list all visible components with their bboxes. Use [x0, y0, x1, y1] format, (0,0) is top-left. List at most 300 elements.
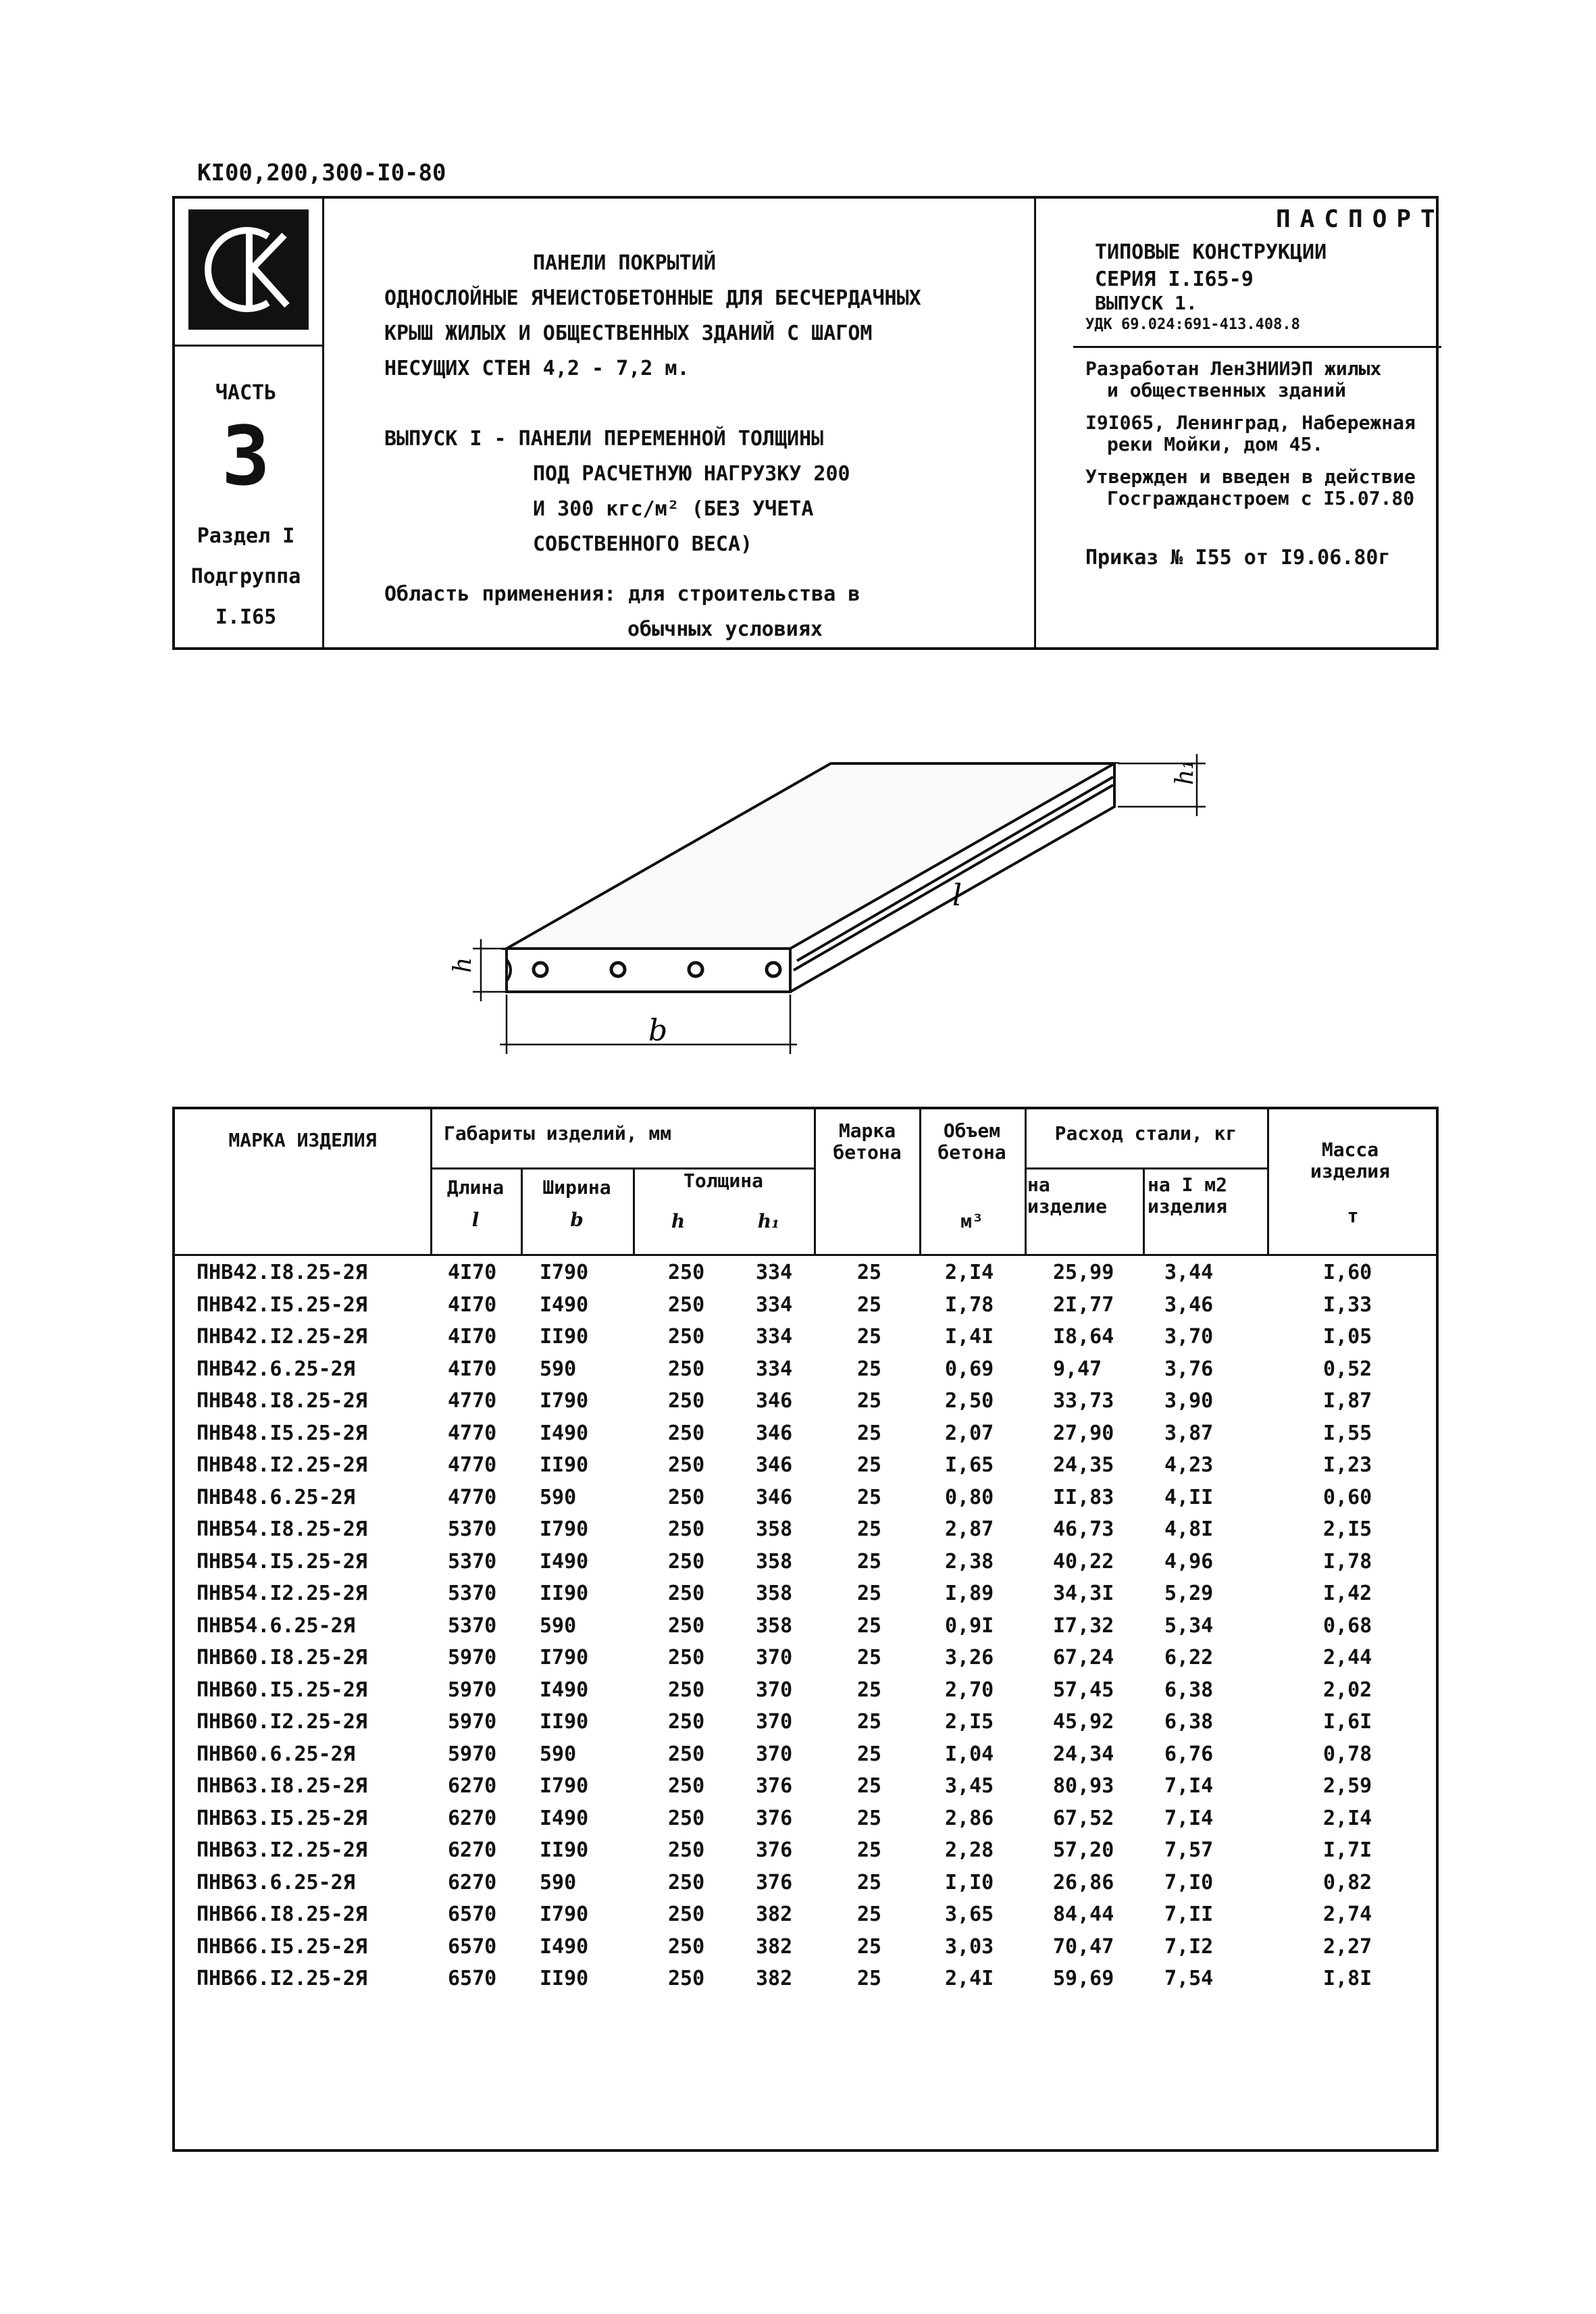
- table-cell: 25,99: [1053, 1261, 1114, 1284]
- table-cell: 25: [857, 1261, 882, 1284]
- table-cell: 2,07: [945, 1421, 994, 1445]
- issue-line: ПОД РАСЧЕТНУЮ НАГРУЗКУ 200: [533, 462, 850, 486]
- table-row: [175, 1610, 1436, 1642]
- table-cell: ПНВ63.I8.25-2Я: [197, 1774, 367, 1798]
- table-cell: 250: [668, 1549, 705, 1574]
- header-concrete: Марка бетона: [833, 1120, 902, 1163]
- passport-title: ПАСПОРТ: [1276, 205, 1445, 233]
- table-cell: 25: [857, 1678, 882, 1702]
- table-cell: 346: [756, 1453, 793, 1477]
- table-cell: 5970: [448, 1742, 497, 1766]
- table-cell: ПНВ60.I8.25-2Я: [197, 1646, 367, 1669]
- table-cell: 6,76: [1164, 1742, 1214, 1766]
- table-cell: 4I70: [448, 1261, 497, 1284]
- table-cell: 2,74: [1323, 1903, 1372, 1926]
- table-cell: 6270: [448, 1838, 497, 1862]
- table-cell: 26,86: [1053, 1870, 1114, 1894]
- header-length-sym: l: [471, 1209, 480, 1231]
- table-cell: I790: [540, 1903, 589, 1926]
- table-cell: 6,22: [1164, 1646, 1214, 1669]
- table-cell: 7,54: [1164, 1967, 1214, 1990]
- table-cell: ПНВ63.I5.25-2Я: [197, 1806, 367, 1830]
- table-row: [175, 1257, 1436, 1289]
- table-cell: 376: [756, 1774, 793, 1798]
- table-cell: 25: [857, 1870, 882, 1894]
- table-cell: 7,I4: [1164, 1774, 1214, 1798]
- table-cell: 2,02: [1323, 1678, 1372, 1702]
- table-cell: 334: [756, 1261, 793, 1284]
- table-cell: 7,I0: [1164, 1870, 1214, 1894]
- header-steel: Расход стали, кг: [1054, 1122, 1237, 1145]
- title-line: НЕСУЩИХ СТЕН 4,2 - 7,2 м.: [384, 357, 690, 380]
- table-cell: 27,90: [1053, 1421, 1114, 1445]
- header-width-sym: b: [570, 1209, 584, 1231]
- table-cell: 2,28: [945, 1838, 994, 1862]
- label-width: b: [648, 1013, 668, 1048]
- table-cell: I490: [540, 1934, 589, 1959]
- table-cell: 67,24: [1053, 1646, 1114, 1669]
- header-length: Длина: [446, 1176, 505, 1199]
- issue-line: И 300 кгс/м² (БЕЗ УЧЕТА: [533, 497, 814, 521]
- table-cell: 0,78: [1323, 1742, 1372, 1766]
- table-cell: 4I70: [448, 1325, 497, 1349]
- table-cell: 250: [668, 1838, 705, 1862]
- table-cell: 7,57: [1164, 1838, 1214, 1862]
- passport-line: СЕРИЯ I.I65-9: [1095, 268, 1254, 291]
- table-cell: I790: [540, 1389, 589, 1413]
- table-cell: I7,32: [1053, 1613, 1114, 1638]
- developer-line: и общественных зданий: [1107, 379, 1347, 401]
- table-row: [175, 1770, 1436, 1803]
- table-cell: 382: [756, 1934, 793, 1959]
- passport-line: ТИПОВЫЕ КОНСТРУКЦИИ: [1095, 241, 1327, 264]
- table-cell: 250: [668, 1517, 705, 1541]
- table-cell: 24,35: [1053, 1453, 1114, 1477]
- table-cell: I,33: [1323, 1292, 1372, 1317]
- table-cell: 4,II: [1164, 1485, 1214, 1509]
- part-label: ЧАСТЬ: [215, 381, 277, 405]
- table-cell: 25: [857, 1806, 882, 1830]
- table-cell: 0,68: [1323, 1613, 1372, 1638]
- table-cell: 2,27: [1323, 1934, 1372, 1959]
- developer-line: Разработан ЛенЗНИИЭП жилых: [1085, 357, 1382, 380]
- table-cell: 70,47: [1053, 1934, 1114, 1959]
- table-cell: 25: [857, 1934, 882, 1959]
- header-thickness: Толщина: [683, 1169, 763, 1192]
- table-cell: ПНВ66.I8.25-2Я: [197, 1903, 367, 1926]
- table-cell: ПНВ42.6.25-2Я: [197, 1357, 355, 1381]
- table-cell: 4770: [448, 1421, 497, 1445]
- document-code: КI00,200,300-I0-80: [197, 159, 446, 186]
- table-cell: 2,I5: [1323, 1517, 1372, 1541]
- scope-block: [384, 577, 1188, 647]
- table-cell: 25: [857, 1710, 882, 1734]
- table-cell: 2,87: [945, 1517, 994, 1541]
- table-cell: 5970: [448, 1710, 497, 1734]
- table-cell: 250: [668, 1967, 705, 1990]
- table-row: [175, 1289, 1436, 1322]
- table-cell: 6,38: [1164, 1678, 1214, 1702]
- table-cell: 382: [756, 1967, 793, 1990]
- table-cell: 250: [668, 1357, 705, 1381]
- table-cell: 370: [756, 1646, 793, 1669]
- table-cell: 250: [668, 1710, 705, 1734]
- scope-line: обычных условиях: [627, 618, 823, 641]
- table-cell: 25: [857, 1582, 882, 1605]
- panel-drawing: [405, 743, 1216, 1081]
- table-cell: 33,73: [1053, 1389, 1114, 1413]
- table-cell: 45,92: [1053, 1710, 1114, 1734]
- table-cell: I,78: [1323, 1549, 1372, 1574]
- table-cell: 67,52: [1053, 1806, 1114, 1830]
- table-cell: 0,9I: [945, 1613, 994, 1638]
- subgroup-label: Подгруппа: [190, 565, 301, 588]
- table-cell: ПНВ48.I5.25-2Я: [197, 1421, 367, 1445]
- table-cell: ПНВ48.I8.25-2Я: [197, 1389, 367, 1413]
- table-row: [175, 1482, 1436, 1514]
- table-cell: I,60: [1323, 1261, 1372, 1284]
- table-cell: 59,69: [1053, 1967, 1114, 1990]
- header-block: [172, 196, 1445, 650]
- table-cell: I,I0: [945, 1870, 994, 1894]
- table-cell: ПНВ60.I2.25-2Я: [197, 1710, 367, 1734]
- table-cell: 7,I2: [1164, 1934, 1214, 1959]
- table-cell: 2,70: [945, 1678, 994, 1702]
- table-cell: 25: [857, 1613, 882, 1638]
- table-body: [175, 1257, 1436, 1995]
- table-cell: 25: [857, 1485, 882, 1509]
- table-cell: 5370: [448, 1549, 497, 1574]
- table-cell: 370: [756, 1742, 793, 1766]
- table-cell: 6570: [448, 1934, 497, 1959]
- table-cell: ПНВ54.6.25-2Я: [197, 1613, 355, 1638]
- developer-line: реки Мойки, дом 45.: [1107, 433, 1324, 455]
- table-cell: 4770: [448, 1389, 497, 1413]
- table-cell: 0,82: [1323, 1870, 1372, 1894]
- scope-line: Область применения: для строительства в: [384, 582, 860, 606]
- table-cell: 3,03: [945, 1934, 994, 1959]
- section-label: Раздел I: [197, 524, 295, 548]
- table-cell: 6,38: [1164, 1710, 1214, 1734]
- table-cell: 370: [756, 1678, 793, 1702]
- table-cell: 4770: [448, 1453, 497, 1477]
- table-cell: I,65: [945, 1453, 994, 1477]
- header-h: h: [671, 1210, 686, 1232]
- table-row: [175, 1578, 1436, 1610]
- header-width: Ширина: [542, 1176, 611, 1199]
- table-cell: 57,20: [1053, 1838, 1114, 1862]
- table-cell: ПНВ63.6.25-2Я: [197, 1870, 355, 1894]
- table-cell: I790: [540, 1646, 589, 1669]
- table-cell: 84,44: [1053, 1903, 1114, 1926]
- table-cell: 6270: [448, 1806, 497, 1830]
- table-cell: ПНВ54.I5.25-2Я: [197, 1549, 367, 1574]
- table-cell: 250: [668, 1582, 705, 1605]
- order-line: Приказ № I55 от I9.06.80г: [1085, 546, 1391, 570]
- table-cell: 3,26: [945, 1646, 994, 1669]
- table-cell: ПНВ60.I5.25-2Я: [197, 1678, 367, 1702]
- specification-table: [172, 1107, 1439, 2152]
- table-row: [175, 1642, 1436, 1674]
- table-cell: 7,II: [1164, 1903, 1214, 1926]
- table-cell: 250: [668, 1485, 705, 1509]
- table-cell: ПНВ48.I2.25-2Я: [197, 1453, 367, 1477]
- table-cell: 358: [756, 1549, 793, 1574]
- label-length: l: [952, 878, 962, 913]
- header-dimensions: Габариты изделий, мм: [444, 1122, 672, 1145]
- table-cell: 6270: [448, 1774, 497, 1798]
- table-cell: I490: [540, 1421, 589, 1445]
- table-row: [175, 1803, 1436, 1835]
- table-cell: 2,I5: [945, 1710, 994, 1734]
- table-cell: 5,34: [1164, 1613, 1214, 1638]
- table-cell: 4I70: [448, 1357, 497, 1381]
- table-row: [175, 1834, 1436, 1867]
- table-row: [175, 1353, 1436, 1386]
- header-mass-unit: т: [1347, 1205, 1359, 1227]
- table-cell: 3,87: [1164, 1421, 1214, 1445]
- table-cell: I,23: [1323, 1453, 1372, 1477]
- developer-line: Госгражданстроем с I5.07.80: [1107, 487, 1415, 509]
- table-cell: 590: [540, 1485, 577, 1509]
- table-cell: I790: [540, 1517, 589, 1541]
- table-cell: 25: [857, 1549, 882, 1574]
- table-cell: ПНВ66.I5.25-2Я: [197, 1934, 367, 1959]
- table-cell: I,89: [945, 1582, 994, 1605]
- table-cell: 3,44: [1164, 1261, 1214, 1284]
- table-cell: ПНВ42.I8.25-2Я: [197, 1261, 367, 1284]
- table-cell: 346: [756, 1485, 793, 1509]
- table-cell: I790: [540, 1774, 589, 1798]
- table-cell: 358: [756, 1582, 793, 1605]
- panel-holes: [534, 963, 780, 976]
- table-cell: 250: [668, 1934, 705, 1959]
- table-cell: 25: [857, 1774, 882, 1798]
- table-cell: I,4I: [945, 1325, 994, 1349]
- table-cell: I,87: [1323, 1389, 1372, 1413]
- table-cell: 250: [668, 1421, 705, 1445]
- table-cell: 376: [756, 1838, 793, 1862]
- table-cell: II,83: [1053, 1485, 1114, 1509]
- table-cell: 5370: [448, 1517, 497, 1541]
- table-cell: 9,47: [1053, 1357, 1102, 1381]
- table-cell: 250: [668, 1325, 705, 1349]
- table-cell: 25: [857, 1421, 882, 1445]
- table-cell: 334: [756, 1357, 793, 1381]
- developer-line: Утвержден и введен в действие: [1085, 466, 1416, 488]
- table-cell: 2,4I: [945, 1967, 994, 1990]
- table-cell: 5970: [448, 1678, 497, 1702]
- table-cell: 358: [756, 1613, 793, 1638]
- table-cell: 57,45: [1053, 1678, 1114, 1702]
- table-row: [175, 1321, 1436, 1353]
- header-h1: h₁: [757, 1210, 780, 1232]
- table-cell: 250: [668, 1261, 705, 1284]
- table-cell: I,6I: [1323, 1710, 1372, 1734]
- table-cell: 2,59: [1323, 1774, 1372, 1798]
- table-cell: ПНВ42.I2.25-2Я: [197, 1325, 367, 1349]
- table-cell: 346: [756, 1389, 793, 1413]
- header-steel-per-m2: на I м2 изделия: [1148, 1174, 1228, 1217]
- table-cell: 5970: [448, 1646, 497, 1669]
- table-cell: 25: [857, 1903, 882, 1926]
- table-cell: I490: [540, 1678, 589, 1702]
- table-cell: 2,50: [945, 1389, 994, 1413]
- table-cell: 370: [756, 1710, 793, 1734]
- table-cell: I,8I: [1323, 1967, 1372, 1990]
- table-cell: ПНВ48.6.25-2Я: [197, 1485, 355, 1509]
- issue-line: ВЫПУСК I - ПАНЕЛИ ПЕРЕМЕННОЙ ТОЛЩИНЫ: [384, 427, 824, 451]
- title-line: ОДНОСЛОЙНЫЕ ЯЧЕИСТОБЕТОННЫЕ ДЛЯ БЕСЧЕРДАЧНЫХ: [384, 286, 921, 310]
- table-cell: I790: [540, 1261, 589, 1284]
- header-volume: Объем бетона: [937, 1120, 1006, 1163]
- table-cell: 4I70: [448, 1292, 497, 1317]
- table-cell: ПНВ54.I8.25-2Я: [197, 1517, 367, 1541]
- table-cell: 250: [668, 1870, 705, 1894]
- table-cell: 25: [857, 1325, 882, 1349]
- header-steel-per-item: на изделие: [1027, 1174, 1108, 1217]
- table-cell: 3,46: [1164, 1292, 1214, 1317]
- table-cell: II90: [540, 1582, 589, 1605]
- table-cell: 3,65: [945, 1903, 994, 1926]
- passport-line: ВЫПУСК 1.: [1095, 292, 1198, 314]
- table-cell: 7,I4: [1164, 1806, 1214, 1830]
- table-row: [175, 1674, 1436, 1707]
- table-cell: 250: [668, 1389, 705, 1413]
- table-cell: 334: [756, 1292, 793, 1317]
- table-cell: 590: [540, 1870, 577, 1894]
- table-cell: I,42: [1323, 1582, 1372, 1605]
- table-cell: 4,96: [1164, 1549, 1214, 1574]
- table-cell: I490: [540, 1292, 589, 1317]
- table-row: [175, 1513, 1436, 1546]
- title-line: КРЫШ ЖИЛЫХ И ОБЩЕСТВЕННЫХ ЗДАНИЙ С ШАГОМ: [384, 322, 873, 345]
- table-cell: ПНВ54.I2.25-2Я: [197, 1582, 367, 1605]
- table-cell: 250: [668, 1453, 705, 1477]
- header-mass: Масса изделия: [1310, 1138, 1390, 1182]
- table-cell: I,05: [1323, 1325, 1372, 1349]
- table-row: [175, 1546, 1436, 1578]
- table-cell: ПНВ66.I2.25-2Я: [197, 1967, 367, 1990]
- table-row: [175, 1898, 1436, 1931]
- table-cell: I,55: [1323, 1421, 1372, 1445]
- table-cell: 0,69: [945, 1357, 994, 1381]
- table-cell: 40,22: [1053, 1549, 1114, 1574]
- table-cell: 590: [540, 1357, 577, 1381]
- header-mark: МАРКА ИЗДЕЛИЯ: [228, 1129, 377, 1151]
- table-cell: 590: [540, 1613, 577, 1638]
- table-cell: 250: [668, 1806, 705, 1830]
- table-cell: I8,64: [1053, 1325, 1114, 1349]
- table-cell: II90: [540, 1967, 589, 1990]
- table-cell: 376: [756, 1806, 793, 1830]
- table-cell: 2,I4: [945, 1261, 994, 1284]
- table-cell: 3,45: [945, 1774, 994, 1798]
- table-cell: 25: [857, 1646, 882, 1669]
- table-cell: I,04: [945, 1742, 994, 1766]
- table-cell: 25: [857, 1292, 882, 1317]
- table-cell: 2,44: [1323, 1646, 1372, 1669]
- table-row: [175, 1931, 1436, 1963]
- table-cell: 80,93: [1053, 1774, 1114, 1798]
- table-cell: 250: [668, 1678, 705, 1702]
- table-row: [175, 1963, 1436, 1995]
- table-cell: I,7I: [1323, 1838, 1372, 1862]
- developer-line: I9I065, Ленинград, Набережная: [1085, 411, 1416, 434]
- table-cell: 4770: [448, 1485, 497, 1509]
- table-cell: 25: [857, 1453, 882, 1477]
- table-cell: I,78: [945, 1292, 994, 1317]
- table-cell: 3,90: [1164, 1389, 1214, 1413]
- table-row: [175, 1867, 1436, 1899]
- table-cell: 2,I4: [1323, 1806, 1372, 1830]
- table-cell: I490: [540, 1549, 589, 1574]
- table-cell: 34,3I: [1053, 1582, 1114, 1605]
- table-cell: 6270: [448, 1870, 497, 1894]
- table-cell: 25: [857, 1742, 882, 1766]
- table-cell: 4,23: [1164, 1453, 1214, 1477]
- table-cell: 25: [857, 1357, 882, 1381]
- table-row: [175, 1706, 1436, 1738]
- subgroup-value: I.I65: [215, 605, 277, 629]
- label-h: h: [449, 957, 477, 973]
- table-cell: 2I,77: [1053, 1292, 1114, 1317]
- table-cell: ПНВ60.6.25-2Я: [197, 1742, 355, 1766]
- table-cell: 5370: [448, 1613, 497, 1638]
- table-cell: 24,34: [1053, 1742, 1114, 1766]
- table-cell: 6570: [448, 1967, 497, 1990]
- table-row: [175, 1417, 1436, 1450]
- table-cell: II90: [540, 1710, 589, 1734]
- table-cell: 0,80: [945, 1485, 994, 1509]
- table-cell: 5,29: [1164, 1582, 1214, 1605]
- table-cell: 250: [668, 1742, 705, 1766]
- table-cell: 25: [857, 1517, 882, 1541]
- title-line: ПАНЕЛИ ПОКРЫТИЙ: [533, 251, 716, 275]
- table-cell: ПНВ63.I2.25-2Я: [197, 1838, 367, 1862]
- table-cell: 0,52: [1323, 1357, 1372, 1381]
- table-row: [175, 1385, 1436, 1417]
- table-cell: 376: [756, 1870, 793, 1894]
- label-h1: h₁: [1171, 759, 1199, 785]
- table-cell: 250: [668, 1613, 705, 1638]
- table-cell: 250: [668, 1903, 705, 1926]
- table-cell: 346: [756, 1421, 793, 1445]
- table-cell: 25: [857, 1967, 882, 1990]
- table-cell: 250: [668, 1646, 705, 1669]
- issue-line: СОБСТВЕННОГО ВЕСА): [533, 532, 753, 556]
- table-cell: 5370: [448, 1582, 497, 1605]
- table-cell: 2,86: [945, 1806, 994, 1830]
- table-cell: II90: [540, 1453, 589, 1477]
- table-row: [175, 1738, 1436, 1771]
- table-cell: 0,60: [1323, 1485, 1372, 1509]
- table-cell: II90: [540, 1325, 589, 1349]
- table-cell: 3,76: [1164, 1357, 1214, 1381]
- table-cell: 25: [857, 1838, 882, 1862]
- table-cell: 334: [756, 1325, 793, 1349]
- table-cell: 250: [668, 1774, 705, 1798]
- passport-line: УДК 69.024:691-413.408.8: [1085, 316, 1300, 333]
- table-cell: I490: [540, 1806, 589, 1830]
- panel-outline: [507, 763, 1114, 992]
- table-cell: 2,38: [945, 1549, 994, 1574]
- table-cell: 3,70: [1164, 1325, 1214, 1349]
- table-cell: 25: [857, 1389, 882, 1413]
- table-cell: 6570: [448, 1903, 497, 1926]
- table-cell: ПНВ42.I5.25-2Я: [197, 1292, 367, 1317]
- table-cell: 358: [756, 1517, 793, 1541]
